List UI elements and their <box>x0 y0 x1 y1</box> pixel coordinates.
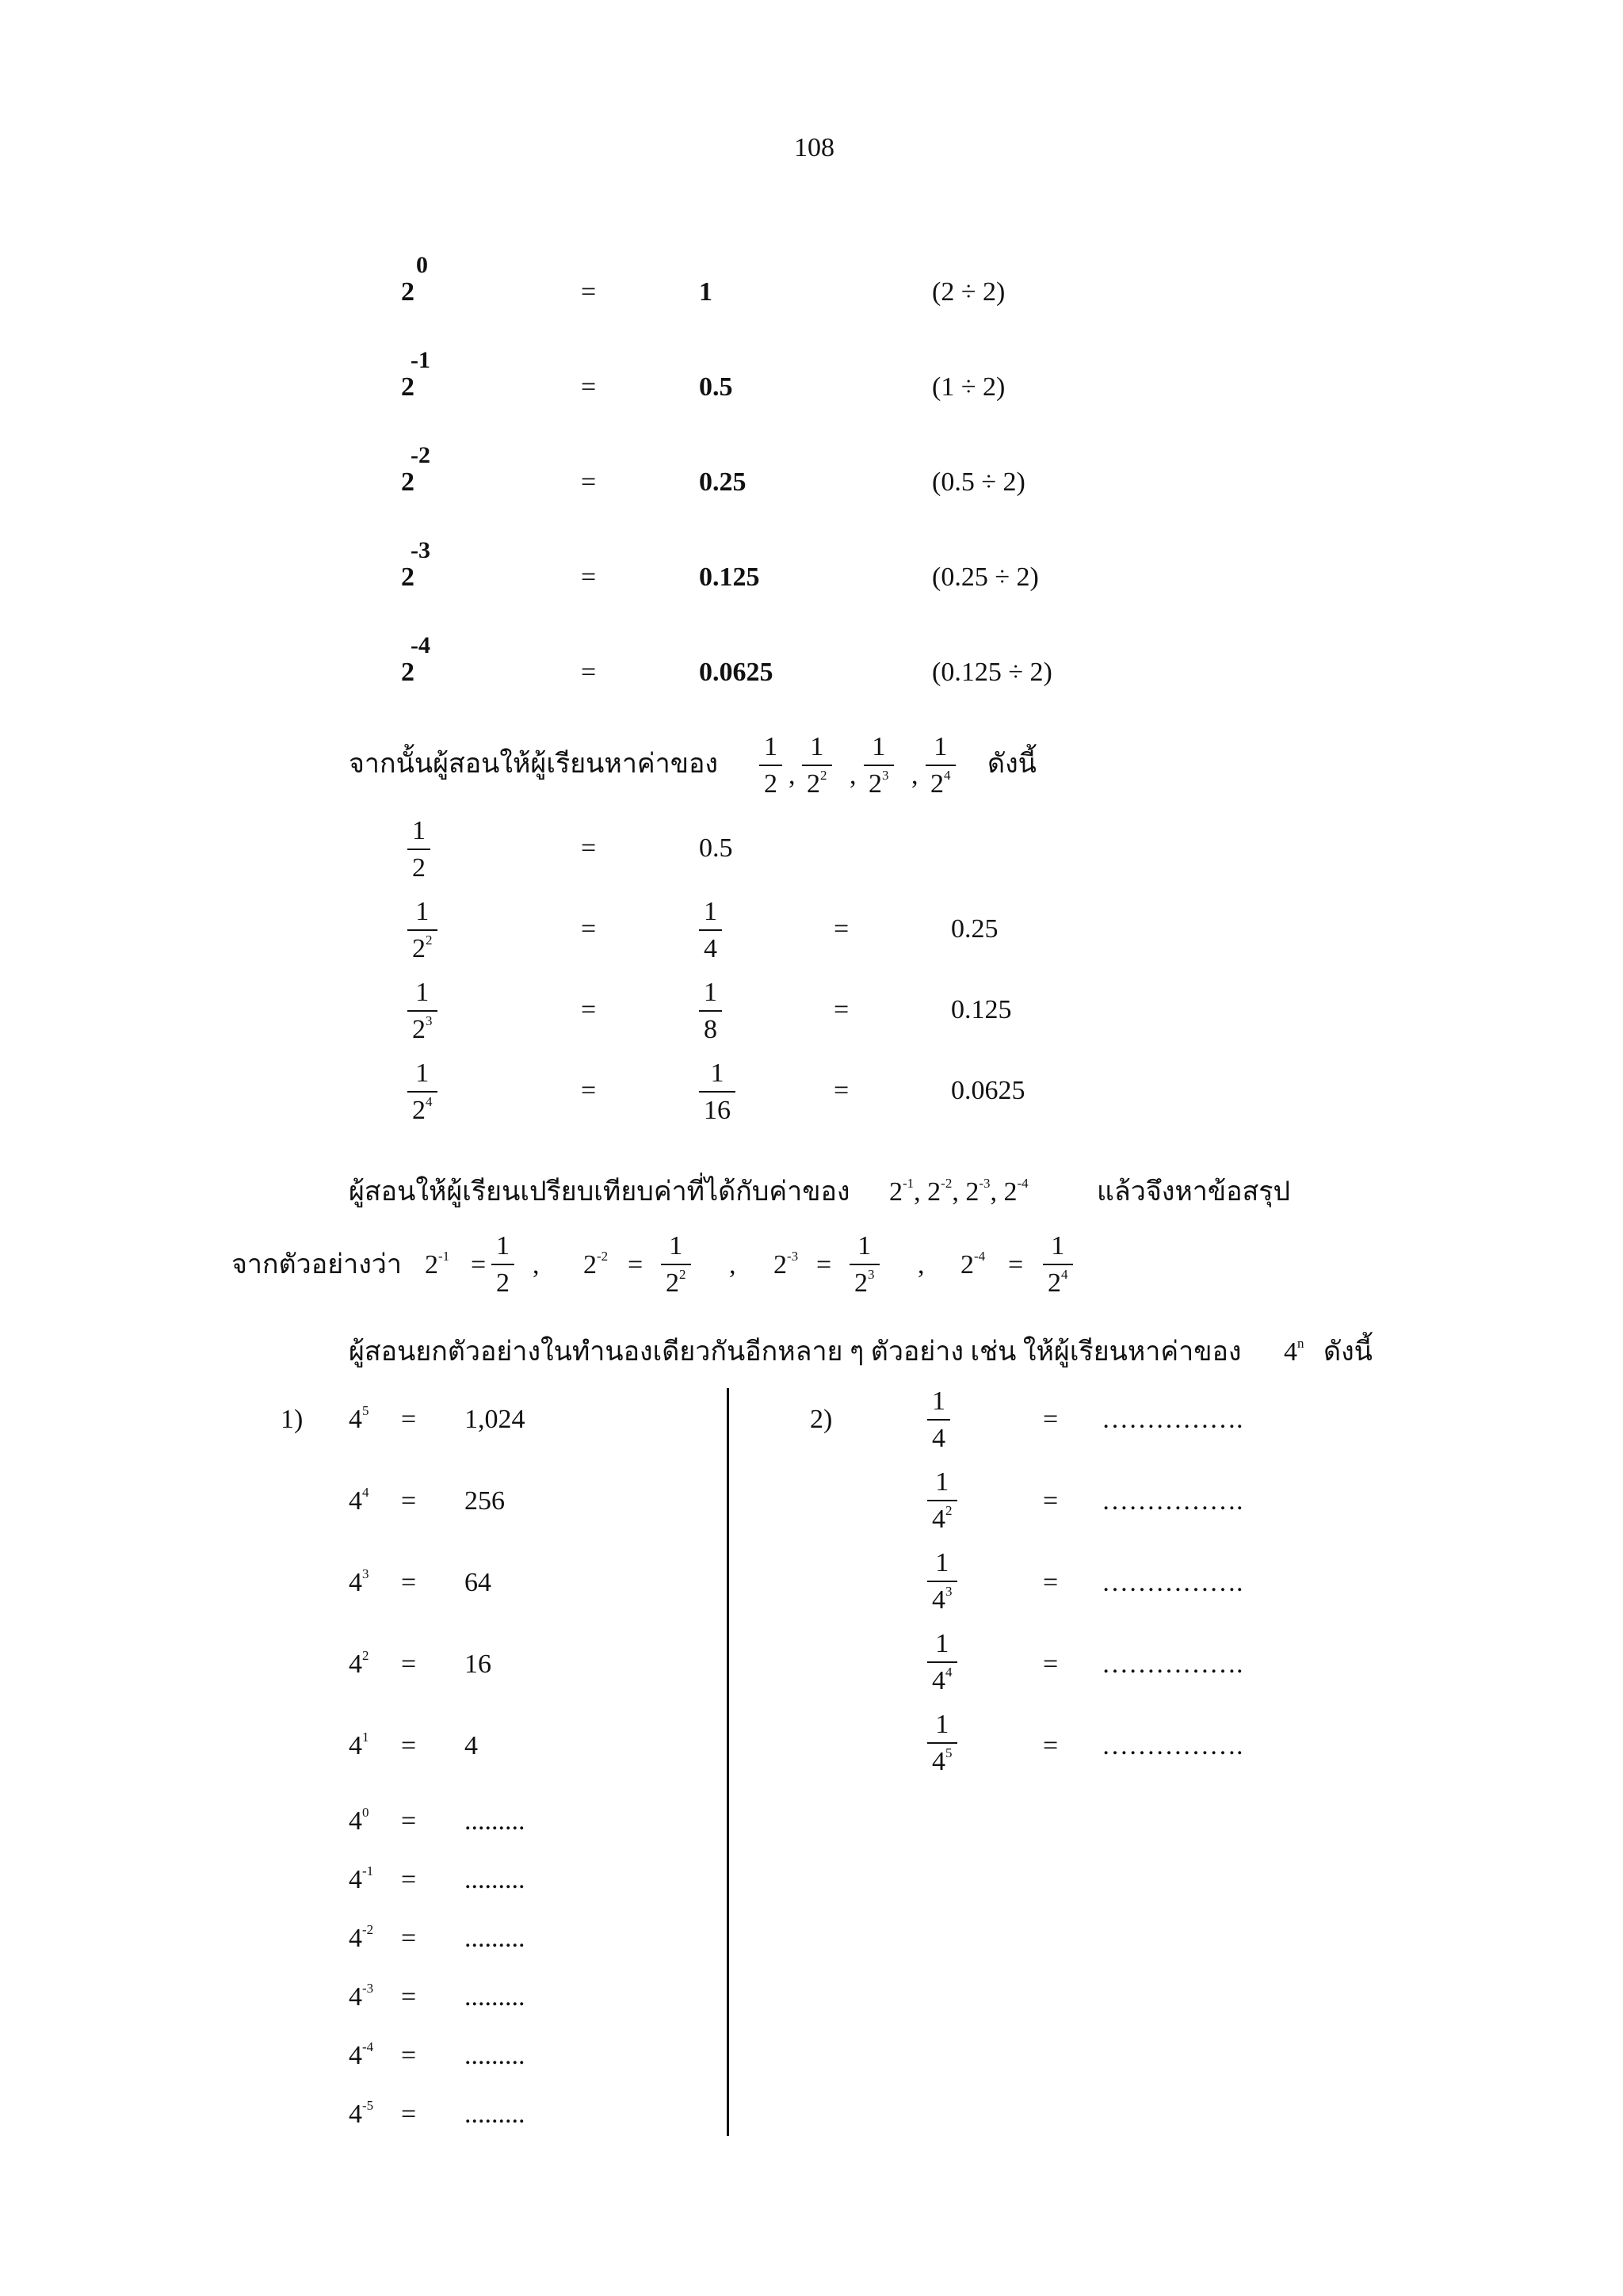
equals-sign: = <box>816 1250 832 1280</box>
fraction <box>927 1469 957 1533</box>
exercise-value: 16 <box>464 1650 491 1679</box>
fraction-numerator: 1 <box>415 1058 430 1088</box>
fraction-numerator: 1 <box>415 978 430 1007</box>
power-term: $4^{-4}$ <box>349 2039 374 2070</box>
equals-sign: = <box>401 2100 417 2129</box>
fraction <box>407 979 437 1043</box>
answer-blank: ......... <box>464 2041 525 2070</box>
power-term: $4^5$ <box>349 1402 369 1434</box>
fraction <box>491 1233 514 1297</box>
fraction <box>927 1388 950 1452</box>
power-term: $4^{-3}$ <box>349 1980 374 2012</box>
fraction <box>1043 1233 1073 1297</box>
exercise-label: 2) <box>810 1405 833 1434</box>
comma: , <box>789 761 796 790</box>
fraction <box>407 818 430 882</box>
pow2-value: 0.0625 <box>699 658 773 687</box>
fraction-value: 0.5 <box>699 833 733 863</box>
example-text: ผู้สอนยกตัวอย่างในทำนองเดียวกันอีกหลาย ๆ ตัวอย่าง เช่น ให้ผู้เรียนหาค่าของ <box>349 1337 1242 1367</box>
fraction-numerator: 1 <box>872 732 886 761</box>
equals-sign: = <box>581 833 597 863</box>
equals-sign: = <box>401 1731 417 1760</box>
equals-sign: = <box>581 467 597 497</box>
fraction-numerator: 1 <box>810 732 824 761</box>
pow2-base: 2 <box>401 658 414 687</box>
fraction-denominator: $2^2$ <box>802 765 832 798</box>
fraction-numerator: 1 <box>415 897 430 926</box>
power-term: $2^{-1}$ <box>425 1248 450 1280</box>
equals-sign: = <box>401 1806 417 1836</box>
power-term: $4^{-1}$ <box>349 1863 374 1894</box>
fraction-numerator: 1 <box>1051 1231 1065 1261</box>
fraction-numerator: 1 <box>704 978 717 1007</box>
answer-blank: ……………. <box>1102 1731 1243 1760</box>
pow2-exp: -3 <box>411 537 430 563</box>
pow2-note: (2 ÷ 2) <box>932 277 1006 307</box>
fraction-numerator: 1 <box>935 1467 949 1497</box>
equals-sign: = <box>834 995 850 1024</box>
power-term: $4^0$ <box>349 1804 369 1836</box>
pow2-base: 2 <box>401 372 414 402</box>
exercise-value: 64 <box>464 1568 491 1597</box>
fraction-numerator: 1 <box>764 732 777 761</box>
exercise-label: 1) <box>281 1405 304 1434</box>
answer-blank: ......... <box>464 1865 525 1894</box>
equals-sign: = <box>401 1865 417 1894</box>
equals-sign: = <box>834 1076 850 1105</box>
equals-sign: = <box>581 995 597 1024</box>
equals-sign: = <box>471 1250 487 1280</box>
answer-blank: ……………. <box>1102 1650 1243 1679</box>
intro-fraction <box>864 734 894 798</box>
pow2-exp: -4 <box>411 632 430 658</box>
answer-blank: ……………. <box>1102 1405 1243 1434</box>
intro-fraction <box>926 734 956 798</box>
pow2-note: (0.125 ÷ 2) <box>932 658 1052 687</box>
power-term: $4^4$ <box>349 1484 369 1516</box>
fraction-denominator: 8 <box>699 1010 722 1043</box>
pow2-note: (0.25 ÷ 2) <box>932 563 1039 592</box>
compare-text-2: จากตัวอย่างว่า <box>231 1250 402 1280</box>
pow2-exp: 0 <box>416 252 428 278</box>
simplified-fraction <box>699 979 722 1043</box>
equals-sign: = <box>1043 1568 1059 1597</box>
pow2-note: (0.5 ÷ 2) <box>932 467 1025 497</box>
answer-blank: ......... <box>464 1806 525 1836</box>
equals-sign: = <box>581 658 597 687</box>
fraction-denominator: $2^2$ <box>407 929 437 963</box>
example-power: 4$^n$ <box>1284 1335 1304 1367</box>
exercise-value: 256 <box>464 1486 505 1516</box>
fraction <box>661 1233 691 1297</box>
fraction-denominator: 16 <box>699 1091 735 1124</box>
compare-suffix: แล้วจึงหาข้อสรุป <box>1097 1177 1291 1207</box>
comma: , <box>533 1250 540 1280</box>
comma: , <box>911 761 918 790</box>
answer-blank: ……………. <box>1102 1568 1243 1597</box>
pow2-note: (1 ÷ 2) <box>932 372 1006 402</box>
intro-suffix: ดังนี้ <box>987 749 1037 779</box>
fraction-numerator: 1 <box>935 1629 949 1658</box>
compare-powers: $2^{-1}$, $2^{-2}$, $2^{-3}$, $2^{-4}$ <box>889 1175 1029 1207</box>
fraction-numerator: 1 <box>932 1386 945 1416</box>
equals-sign: = <box>581 914 597 944</box>
pow2-value: 1 <box>699 277 712 307</box>
example-suffix: ดังนี้ <box>1323 1337 1373 1367</box>
equals-sign: = <box>401 1568 417 1597</box>
fraction-denominator: $2^3$ <box>850 1264 880 1297</box>
fraction-denominator: $4^5$ <box>927 1742 957 1775</box>
fraction-denominator: $4^2$ <box>927 1500 957 1533</box>
fraction <box>927 1711 957 1775</box>
equals-sign: = <box>628 1250 643 1280</box>
pow2-base: 2 <box>401 277 414 307</box>
equals-sign: = <box>581 372 597 402</box>
equals-sign: = <box>834 914 850 944</box>
fraction-denominator: $2^3$ <box>407 1010 437 1043</box>
answer-blank: ......... <box>464 1924 525 1953</box>
fraction-value: 0.0625 <box>951 1076 1025 1105</box>
fraction-numerator: 1 <box>412 816 426 845</box>
equals-sign: = <box>401 1405 417 1434</box>
pow2-exp: -1 <box>411 347 430 373</box>
answer-blank: ……………. <box>1102 1486 1243 1516</box>
pow2-base: 2 <box>401 467 414 497</box>
equals-sign: = <box>401 1486 417 1516</box>
compare-text: ผู้สอนให้ผู้เรียนเปรียบเทียบค่าที่ได้กับค่าของ <box>349 1177 850 1207</box>
equals-sign: = <box>581 563 597 592</box>
fraction-denominator: 2 <box>759 765 782 798</box>
intro-fraction <box>802 734 832 798</box>
comma: , <box>729 1250 736 1280</box>
fraction-denominator: $2^2$ <box>661 1264 691 1297</box>
answer-blank: ......... <box>464 2100 525 2129</box>
answer-blank: ......... <box>464 1982 525 2012</box>
exercise-value: 4 <box>464 1731 478 1760</box>
power-term: $4^{-5}$ <box>349 2097 374 2129</box>
power-term: $4^{-2}$ <box>349 1921 374 1953</box>
equals-sign: = <box>581 1076 597 1105</box>
fraction-numerator: 1 <box>935 1548 949 1577</box>
equals-sign: = <box>1043 1486 1059 1516</box>
column-divider <box>727 1388 729 2136</box>
pow2-value: 0.125 <box>699 563 760 592</box>
fraction-denominator: $4^3$ <box>927 1581 957 1614</box>
intro-fraction <box>759 734 782 798</box>
power-term: $4^2$ <box>349 1647 369 1679</box>
fraction-denominator: 4 <box>699 929 722 963</box>
intro-text: จากนั้นผู้สอนให้ผู้เรียนหาค่าของ <box>349 749 719 779</box>
equals-sign: = <box>581 277 597 307</box>
comma: , <box>850 761 857 790</box>
fraction-denominator: 2 <box>407 849 430 882</box>
simplified-fraction <box>699 898 722 963</box>
fraction <box>407 1060 437 1124</box>
fraction-denominator: $2^3$ <box>864 765 894 798</box>
fraction <box>927 1550 957 1614</box>
fraction-value: 0.25 <box>951 914 999 944</box>
fraction-denominator: $2^4$ <box>1043 1264 1073 1297</box>
comma: , <box>918 1250 925 1280</box>
fraction-denominator: 4 <box>927 1419 950 1452</box>
fraction-numerator: 1 <box>935 1710 949 1739</box>
power-term: $2^{-3}$ <box>773 1248 799 1280</box>
fraction-denominator: $2^4$ <box>926 765 956 798</box>
equals-sign: = <box>401 1924 417 1953</box>
fraction <box>850 1233 880 1297</box>
equals-sign: = <box>1043 1650 1059 1679</box>
fraction-numerator: 1 <box>710 1058 724 1088</box>
fraction <box>407 898 437 963</box>
equals-sign: = <box>1043 1405 1059 1434</box>
pow2-value: 0.25 <box>699 467 747 497</box>
equals-sign: = <box>401 2041 417 2070</box>
power-term: $4^3$ <box>349 1566 369 1597</box>
fraction-denominator: $4^4$ <box>927 1661 957 1695</box>
page-number: 108 <box>794 133 834 162</box>
power-term: $2^{-4}$ <box>960 1248 986 1280</box>
power-term: $4^1$ <box>349 1729 369 1760</box>
fraction-value: 0.125 <box>951 995 1012 1024</box>
power-term: $2^{-2}$ <box>583 1248 609 1280</box>
exercise-value: 1,024 <box>464 1405 525 1434</box>
fraction-denominator: $2^4$ <box>407 1091 437 1124</box>
equals-sign: = <box>1043 1731 1059 1760</box>
fraction-denominator: 2 <box>491 1264 514 1297</box>
pow2-value: 0.5 <box>699 372 733 402</box>
pow2-exp: -2 <box>411 442 430 468</box>
fraction-numerator: 1 <box>496 1231 510 1261</box>
equals-sign: = <box>1008 1250 1024 1280</box>
equals-sign: = <box>401 1982 417 2012</box>
fraction-numerator: 1 <box>669 1231 683 1261</box>
pow2-base: 2 <box>401 563 414 592</box>
fraction-numerator: 1 <box>704 897 717 926</box>
fraction-numerator: 1 <box>857 1231 872 1261</box>
fraction-numerator: 1 <box>934 732 948 761</box>
fraction <box>927 1630 957 1695</box>
equals-sign: = <box>401 1650 417 1679</box>
simplified-fraction <box>699 1060 735 1124</box>
